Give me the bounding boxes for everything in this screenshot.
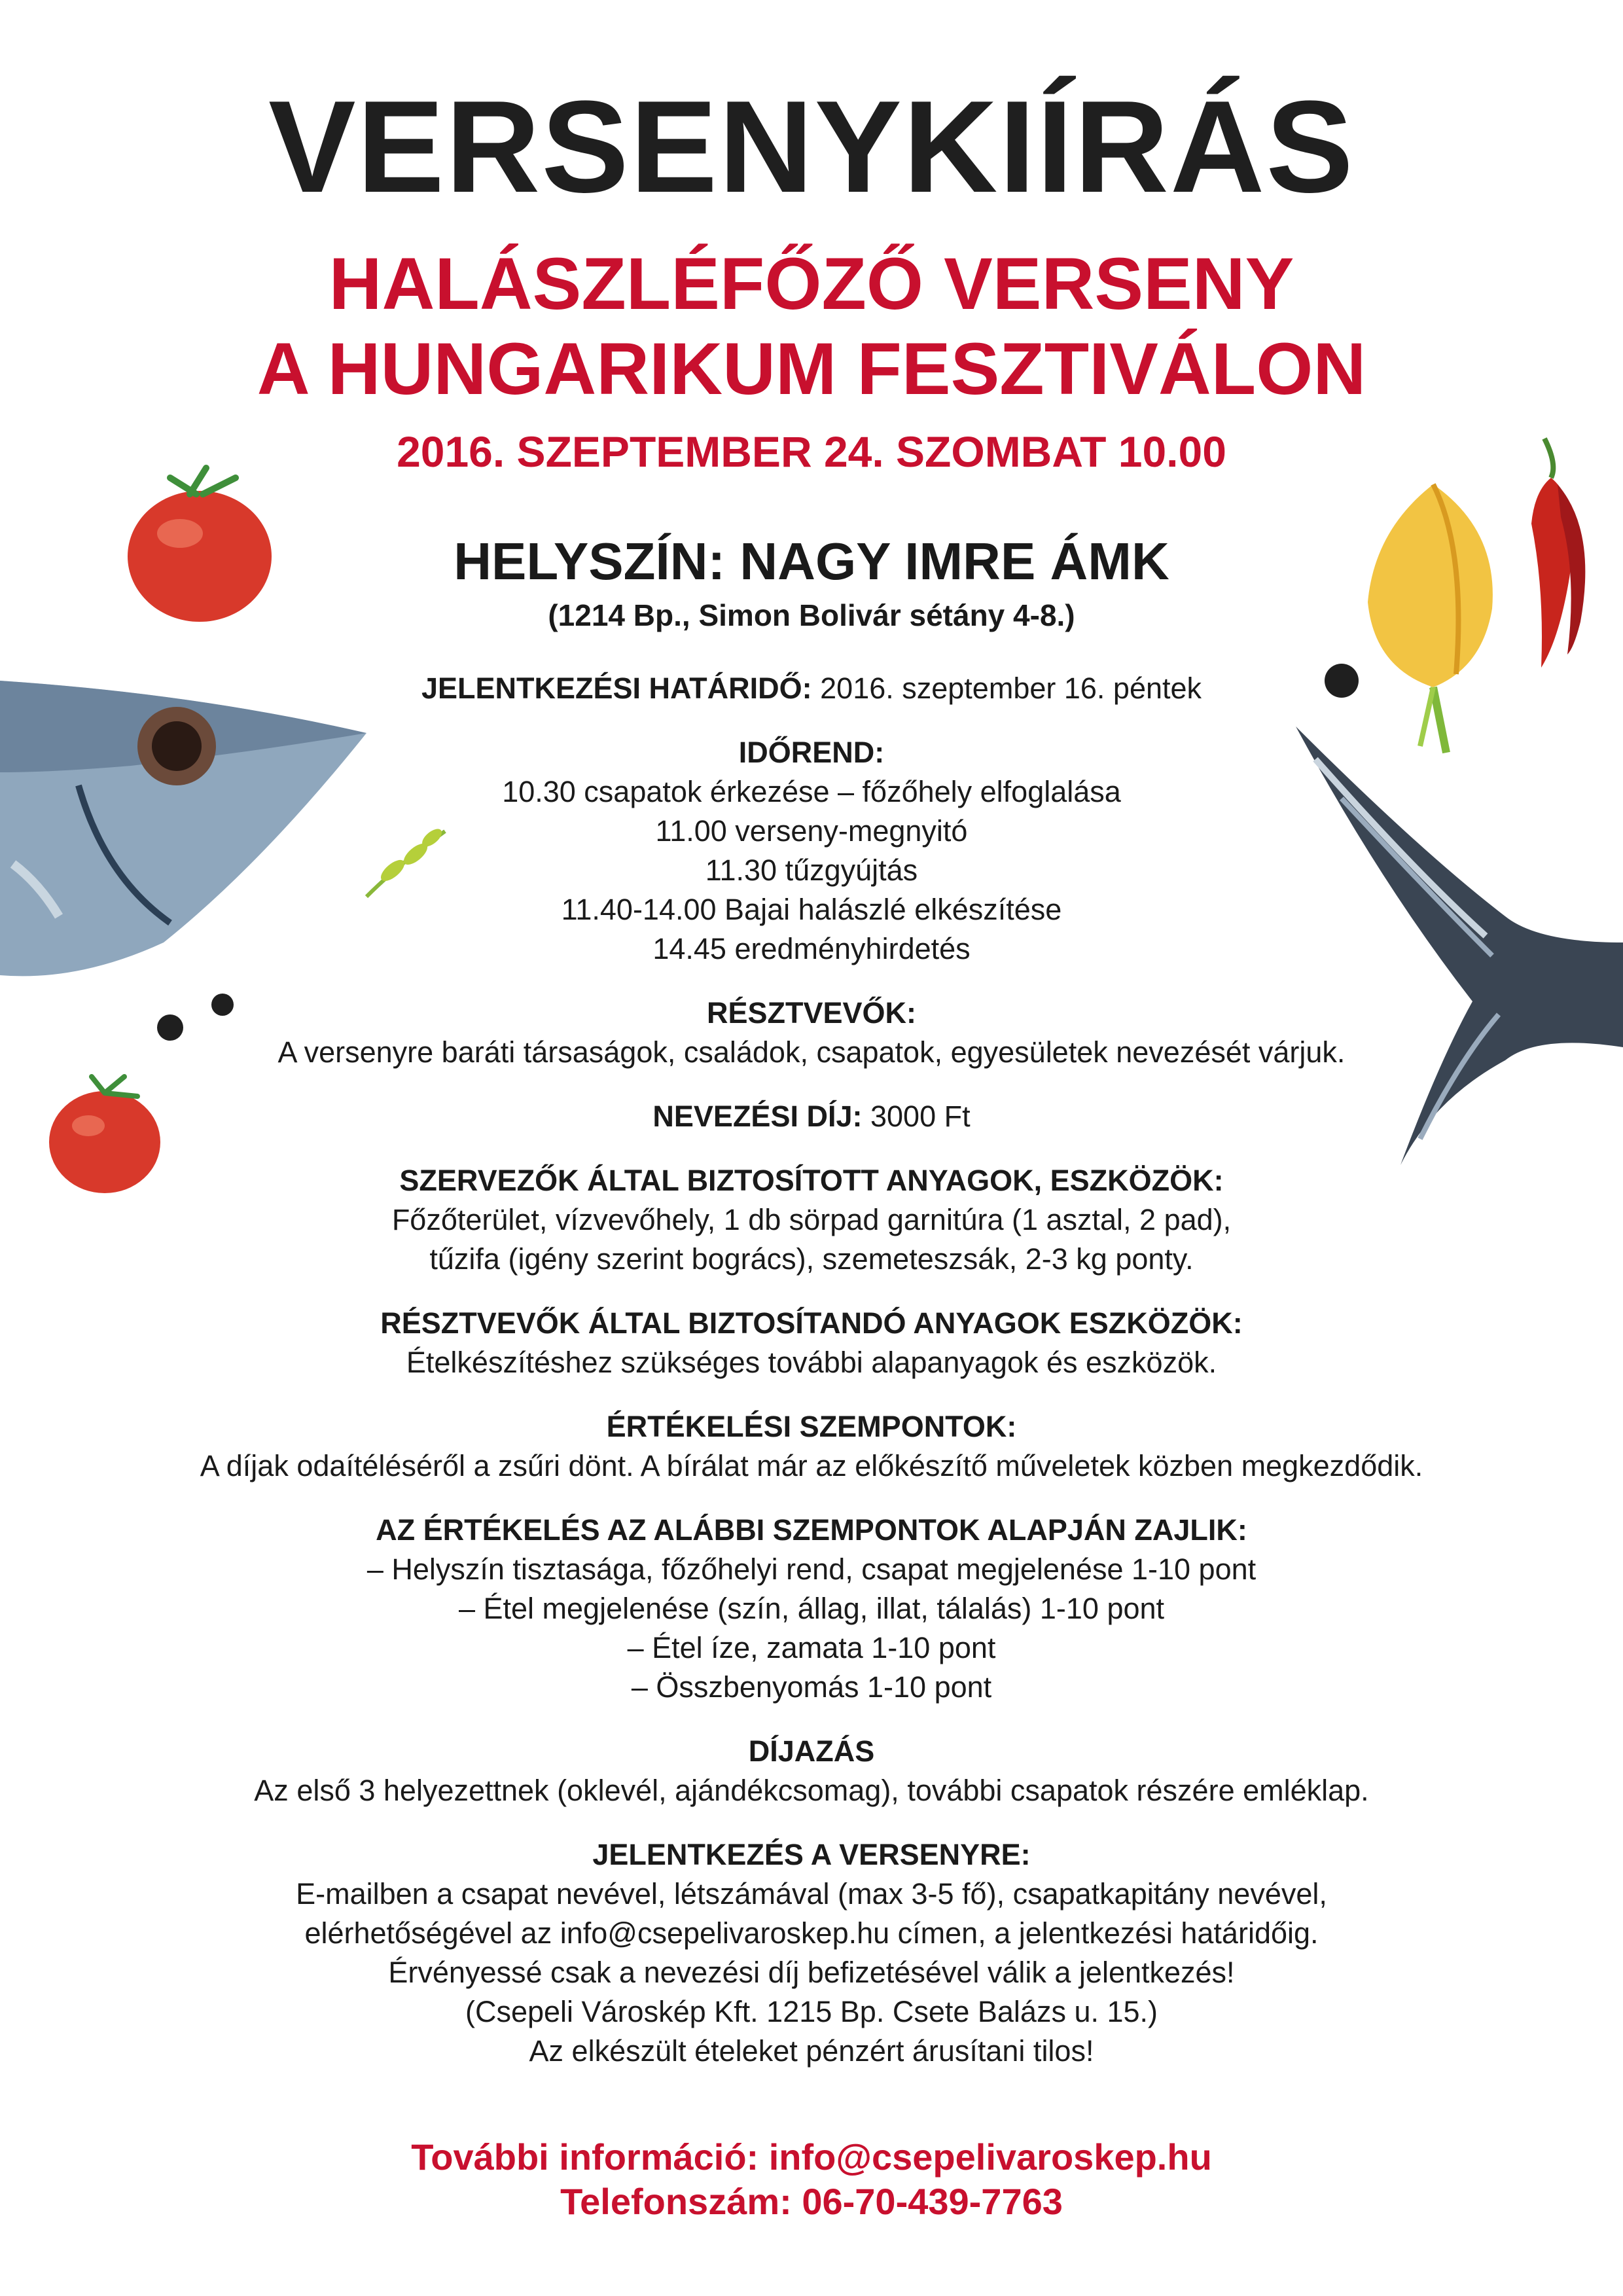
fee-value: 3000 Ft — [862, 1100, 971, 1133]
participant-supplies-heading: RÉSZTVEVŐK ÁLTAL BIZTOSÍTANDÓ ANYAGOK ESZKÖZÖK: — [380, 1306, 1243, 1340]
schedule-item: 14.45 eredményhirdetés — [652, 932, 971, 965]
deadline-value: 2016. szeptember 16. péntek — [812, 672, 1202, 705]
organizer-supplies-heading: SZERVEZŐK ÁLTAL BIZTOSÍTOTT ANYAGOK, ESZKÖZÖK: — [399, 1164, 1224, 1197]
fee-label: NEVEZÉSI DÍJ: — [652, 1100, 863, 1133]
criteria-item: – Helyszín tisztasága, főzőhelyi rend, csapat megjelenése 1-10 pont — [366, 1552, 1257, 1586]
evaluation-heading: ÉRTÉKELÉSI SZEMPONTOK: — [606, 1410, 1017, 1443]
schedule-item: 11.00 verseny-megnyitó — [655, 814, 968, 848]
organizer-supplies-line: tűzifa (igény szerint bogrács), szemeteszsák, 2-3 kg ponty. — [429, 1242, 1194, 1276]
criteria-item: – Étel megjelenése (szín, állag, illat, tálalás) 1-10 pont — [458, 1592, 1165, 1625]
footer-info: További információ: info@csepelivaroskep.hu — [411, 2136, 1212, 2178]
schedule-item: 11.30 tűzgyújtás — [705, 853, 918, 887]
organizer-supplies-line: Főzőterület, vízvevőhely, 1 db sörpad garnitúra (1 asztal, 2 pad), — [391, 1203, 1232, 1236]
registration-heading: JELENTKEZÉS A VERSENYRE: — [592, 1838, 1031, 1871]
footer-phone: Telefonszám: 06-70-439-7763 — [560, 2181, 1063, 2222]
registration-line: Az elkészült ételeket pénzért árusítani tilos! — [529, 2034, 1094, 2068]
participant-supplies-text: Ételkészítéshez szükséges további alapanyagok és eszközök. — [406, 1346, 1217, 1379]
participants-text: A versenyre baráti társaságok, családok, csapatok, egyesületek nevezését várjuk. — [277, 1035, 1346, 1069]
evaluation-text: A díjak odaítéléséről a zsűri dönt. A bírálat már az előkészítő műveletek közben megkezdődik. — [200, 1449, 1423, 1482]
deadline-label: JELENTKEZÉSI HATÁRIDŐ: — [421, 672, 812, 705]
prizes-text: Az első 3 helyezettnek (oklevél, ajándékcsomag), további csapatok részére emléklap. — [254, 1774, 1369, 1807]
criteria-heading: AZ ÉRTÉKELÉS AZ ALÁBBI SZEMPONTOK ALAPJÁN ZAJLIK: — [376, 1513, 1247, 1547]
event-date: 2016. SZEPTEMBER 24. SZOMBAT 10.00 — [397, 427, 1226, 476]
criteria-item: – Összbenyomás 1-10 pont — [631, 1670, 992, 1704]
criteria-item: – Étel íze, zamata 1-10 pont — [627, 1631, 996, 1664]
page-title: VERSENYKIÍRÁS — [268, 74, 1355, 220]
registration-line: E-mailben a csapat nevével, létszámával (max 3-5 fő), csapatkapitány nevével, — [296, 1877, 1327, 1910]
schedule-heading: IDŐREND: — [738, 736, 885, 769]
venue-name: HELYSZÍN: NAGY IMRE ÁMK — [454, 532, 1169, 590]
announcement-body — [92, 669, 1531, 2071]
schedule-item: 11.40-14.00 Bajai halászlé elkészítése — [561, 893, 1062, 926]
footer-contact — [0, 2135, 1623, 2224]
registration-line: elérhetőségével az info@csepelivaroskep.hu címen, a jelentkezési határidőig. — [304, 1916, 1319, 1950]
registration-line: Érvényessé csak a nevezési díj befizetésével válik a jelentkezés! — [388, 1956, 1235, 1989]
registration-line: (Csepeli Városkép Kft. 1215 Bp. Csete Balázs u. 15.) — [465, 1995, 1158, 2028]
event-title-line2: A HUNGARIKUM FESZTIVÁLON — [257, 328, 1366, 410]
event-title-line1: HALÁSZLÉFŐZŐ VERSENY — [329, 243, 1294, 325]
venue-address: (1214 Bp., Simon Bolivár sétány 4-8.) — [548, 598, 1075, 632]
fee-line — [92, 1097, 1531, 1136]
prizes-heading: DÍJAZÁS — [748, 1734, 875, 1768]
deadline-line — [92, 669, 1531, 708]
participants-heading: RÉSZTVEVŐK: — [706, 996, 917, 1030]
schedule-item: 10.30 csapatok érkezése – főzőhely elfoglalása — [502, 775, 1121, 808]
